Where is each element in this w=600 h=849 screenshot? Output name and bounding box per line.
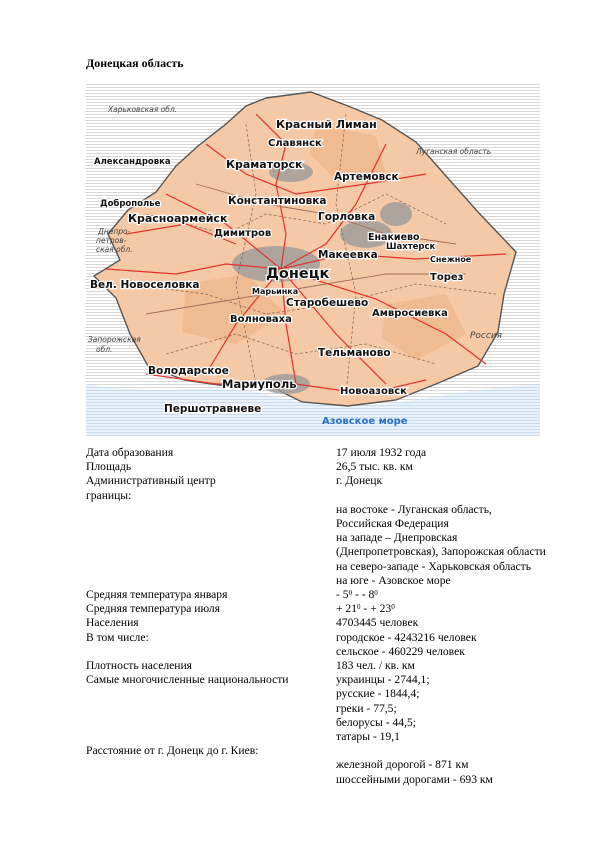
- fact-values: [336, 616, 546, 630]
- temp-to: - + 23: [360, 602, 392, 616]
- city-torez: Торез: [430, 272, 464, 283]
- fact-row: [86, 744, 546, 787]
- fact-value: Российская Федерация: [336, 517, 449, 530]
- city-amvrosievka: Амвросиевка: [372, 308, 448, 319]
- fact-value: [336, 489, 546, 503]
- city-dimitrov: Димитров: [214, 228, 272, 239]
- city-kramatorsk: Краматорск: [226, 158, 303, 171]
- degree-sup: 0: [357, 603, 361, 612]
- fact-value: татары - 19,1: [336, 730, 400, 744]
- label-dnipro-3: ская обл.: [96, 245, 133, 254]
- fact-values: [336, 588, 546, 602]
- fact-row: [86, 588, 546, 602]
- fact-value: 4703445 человек: [336, 616, 419, 630]
- fact-values: [336, 631, 546, 659]
- label-luhansk: Луганская область: [416, 147, 492, 156]
- fact-values: [336, 446, 546, 460]
- city-konstantinovka: Константиновка: [228, 195, 327, 207]
- fact-values: [336, 474, 546, 488]
- fact-row: [86, 446, 546, 460]
- fact-row: [86, 673, 546, 744]
- fact-value: г. Донецк: [336, 474, 383, 488]
- fact-value: (Днепропетровская), Запорожская области: [336, 545, 546, 559]
- fact-value: украинцы - 2744,1;: [336, 673, 430, 687]
- degree-sup: 0: [391, 603, 395, 612]
- city-artemovsk: Артемовск: [334, 171, 399, 183]
- facts-table: [86, 446, 546, 787]
- fact-value: [336, 744, 546, 758]
- fact-row: [86, 460, 546, 474]
- fact-value: [336, 588, 546, 602]
- city-novoazovsk: Новоазовск: [340, 386, 407, 397]
- fact-value: городское - 4243216 человек: [336, 630, 477, 644]
- label-zaporizhia-2: обл.: [96, 345, 113, 354]
- fact-label: Административный центр: [86, 474, 216, 488]
- fact-label: Площадь: [86, 460, 132, 474]
- degree-sup: 0: [374, 589, 378, 598]
- city-enakievo: Енакиево: [368, 232, 420, 243]
- fact-values: [336, 489, 546, 588]
- label-russia: Россия: [470, 331, 503, 341]
- city-gorlovka: Горловка: [318, 211, 376, 223]
- fact-label: Средняя температура января: [86, 588, 228, 602]
- fact-label: Средняя температура июля: [86, 602, 220, 616]
- fact-row: [86, 474, 546, 488]
- city-slavyansk: Славянск: [268, 138, 322, 149]
- label-dnipro-2: петров-: [96, 236, 127, 245]
- fact-values: [336, 460, 546, 474]
- fact-value: на северо-западе - Харьковская область: [336, 559, 531, 573]
- fact-value: русские - 1844,4;: [336, 687, 420, 701]
- temp-from: + 21: [336, 602, 358, 616]
- region-map: [86, 84, 540, 436]
- city-volodarskoe: Володарское: [148, 365, 229, 377]
- fact-row: [86, 602, 546, 616]
- fact-value: на западе – Днепровская: [336, 531, 458, 545]
- fact-value: на юге - Азовское море: [336, 573, 451, 587]
- city-starobeshevo: Старобешево: [286, 297, 369, 309]
- label-azov-sea: Азовское море: [322, 416, 408, 427]
- city-makeevka: Макеевка: [318, 249, 378, 261]
- fact-value: белорусы - 44,5;: [336, 715, 417, 729]
- fact-label: В том числе:: [86, 630, 149, 644]
- city-pershotravnevoe: Першотравневе: [164, 403, 262, 415]
- fact-row: [86, 489, 546, 588]
- temp-from: - 5: [336, 588, 349, 602]
- fact-value: 26,5 тыс. кв. км: [336, 460, 413, 474]
- fact-value: сельское - 460229 человек: [336, 644, 465, 658]
- fact-value: железной дорогой - 871 км: [336, 758, 469, 772]
- fact-label: Расстояние от г. Донецк до г. Киев:: [86, 744, 259, 758]
- label-dnipro-1: Днепро-: [98, 227, 131, 236]
- fact-value: шоссейными дорогами - 693 км: [336, 772, 493, 786]
- city-maryinka: Марьинка: [252, 287, 299, 296]
- fact-value: 183 чел. / кв. км: [336, 659, 415, 673]
- fact-label: Плотность населения: [86, 659, 193, 673]
- city-aleksandrovka: Александровка: [94, 157, 171, 167]
- fact-label: Самые многочисленные национальности: [86, 673, 289, 687]
- label-zaporizhia-1: Запорожская: [88, 335, 141, 344]
- fact-values: [336, 602, 546, 616]
- city-krasny-liman: Красный Лиман: [276, 118, 377, 131]
- degree-sup: 0: [348, 589, 353, 598]
- temp-to: - - 8: [352, 588, 375, 602]
- fact-label: Населения: [86, 616, 139, 630]
- city-shakhtersk: Шахтерск: [386, 242, 436, 252]
- city-volnovakha: Волноваха: [230, 314, 292, 325]
- city-krasnoarmeysk: Красноармейск: [128, 212, 228, 225]
- fact-values: [336, 659, 546, 673]
- fact-values: [336, 744, 546, 787]
- fact-values: [336, 673, 546, 744]
- city-mariupol: Мариуполь: [222, 377, 297, 391]
- city-telmanovo: Тельманово: [318, 347, 391, 359]
- fact-value: 17 июля 1932 года: [336, 446, 427, 459]
- city-dobropolye: Доброполье: [100, 199, 161, 209]
- city-snezhnoe: Снежное: [430, 255, 472, 264]
- fact-row: [86, 616, 546, 630]
- fact-label: Дата образования: [86, 446, 174, 459]
- city-vel-novoselovka: Вел. Новоселовка: [90, 279, 200, 291]
- fact-row: [86, 631, 546, 659]
- fact-label: границы:: [86, 488, 132, 502]
- fact-value: [336, 602, 546, 616]
- label-kharkiv: Харьковская обл.: [108, 105, 177, 114]
- page-title: Донецкая область: [86, 56, 184, 70]
- fact-value: на востоке - Луганская область,: [336, 502, 492, 516]
- fact-row: [86, 659, 546, 673]
- city-donetsk: Донецк: [266, 266, 330, 282]
- fact-value: греки - 77,5;: [336, 701, 397, 715]
